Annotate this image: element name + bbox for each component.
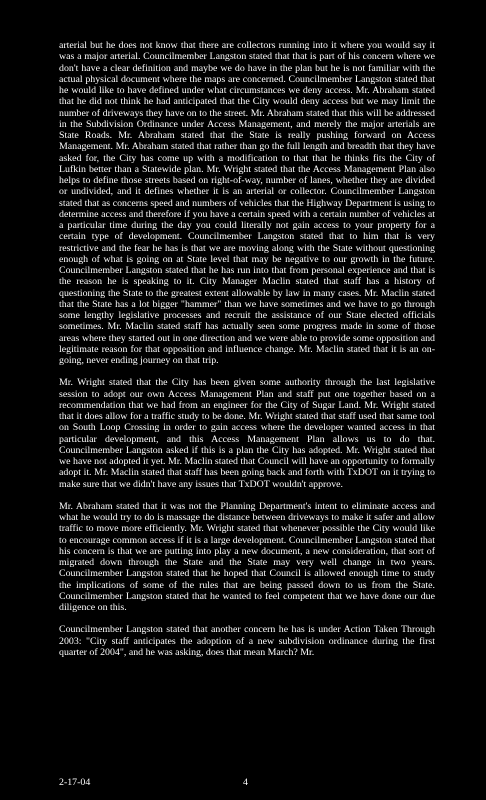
paragraph-legislative-authority: Mr. Wright stated that the City has been given some authority through the last legislative session to adopt our own Access Management Plan and staff put one together based on a recommendation that we had from an engineer for the City of Sugar Land. Mr. Wright stated that it does allow for a traffic study to be done. Mr. Wright stated that staff used that same tool on South Loop Crossing in order to gain access where the developer wanted access in that particular development, and this Access Management Plan allows us to do that. Councilmember Langston asked if this is a plan the City has adopted. Mr. Wright stated that we have not adopted it yet. Mr. Maclin stated that Council will have an opportunity to formally adopt it. Mr. Maclin stated that staff has been going back and forth with TxDOT on it trying to make sure that we didn't have any issues that TxDOT wouldn't approve. [59,377,435,490]
paragraph-planning-intent: Mr. Abraham stated that it was not the Planning Department's intent to eliminate access and what he would try to do is massage the distance between driveways to make it safer and allow traffic to move more efficiently. Mr. Wright stated that whenever possible the City would like to encourage common access if it is a large development. Councilmember Langston stated that his concern is that we are putting into play a new document, a new consideration, that sort of migrated down through the State and the State may very well change in two years. Councilmember Langston stated that he hoped that Council is allowed enough time to study the implications of some of the rules that are being passed down to us from the State. Councilmember Langston stated that he wanted to feel competent that we have done our due diligence on this. [59,500,435,613]
paragraph-access-management-concerns: arterial but he does not know that there are collectors running into it where you would say it was a major arterial. Councilmember Langston stated that that is part of his concern where we don't have a clear definition and maybe we do have in the plan but he is not familiar with the actual physical document where the maps are concerned. Councilmember Langston stated that he would like to have defined under what circumstances we deny access. Mr. Abraham stated that he did not think he had anticipated that the City would deny access but we may limit the number of driveways they have on to the street. Mr. Abraham stated that this will be addressed in the Subdivision Ordinance under Access Management, and merely the major arterials are State Roads. Mr. Abraham stated that the State is really pushing forward on Access Management. Mr. Abraham stated that rather than go the full length and breadth that they have asked for, the City has come up with a modification to that that he thinks fits the City of Lufkin better than a Statewide plan. Mr. Wright stated that the Access Management Plan also helps to define those streets based on right-of-way, number of lanes, whether they are divided or undivided, and it defines whether it is an arterial or collector. Councilmember Langston stated that as concerns speed and numbers of vehicles that the Highway Department is using to determine access and therefore if you have a certain speed with a certain number of vehicles at a particular time during the day you could literally not gain access to your property for a certain type of development. Councilmember Langston stated that to him that is very restrictive and the fear he has is that we are moving along with the State without questioning enough of what is going on at State level that may be negative to our growth in the future. Councilmember Langston stated that he has run into that from personal experience and that is the reason he is speaking to it. City Manager Maclin stated that staff has a history of questioning the State to the greatest extent allowable by law in many cases. Mr. Maclin stated that the State has a lot bigger "hammer" than we have sometimes and we have to go through some lengthy legislative processes and recruit the assistance of our State elected officials sometimes. Mr. Maclin stated staff has actually seen some progress made in some of those areas where they started out in one direction and we were able to provide some opposition and legitimate reason for that opposition and influence change. Mr. Maclin stated that it is an on-going, never ending journey on that trip. [59,40,435,366]
paragraph-action-taken: Councilmember Langston stated that another concern he has is under Action Taken Through 2003: "City staff anticipates the adoption of a new subdivision ordinance during the first quarter of 2004", and he was asking, does that mean March? Mr. [59,624,435,658]
page-number: 4 [243,777,248,788]
document-body [59,40,435,658]
footer-date: 2-17-04 [59,777,91,788]
